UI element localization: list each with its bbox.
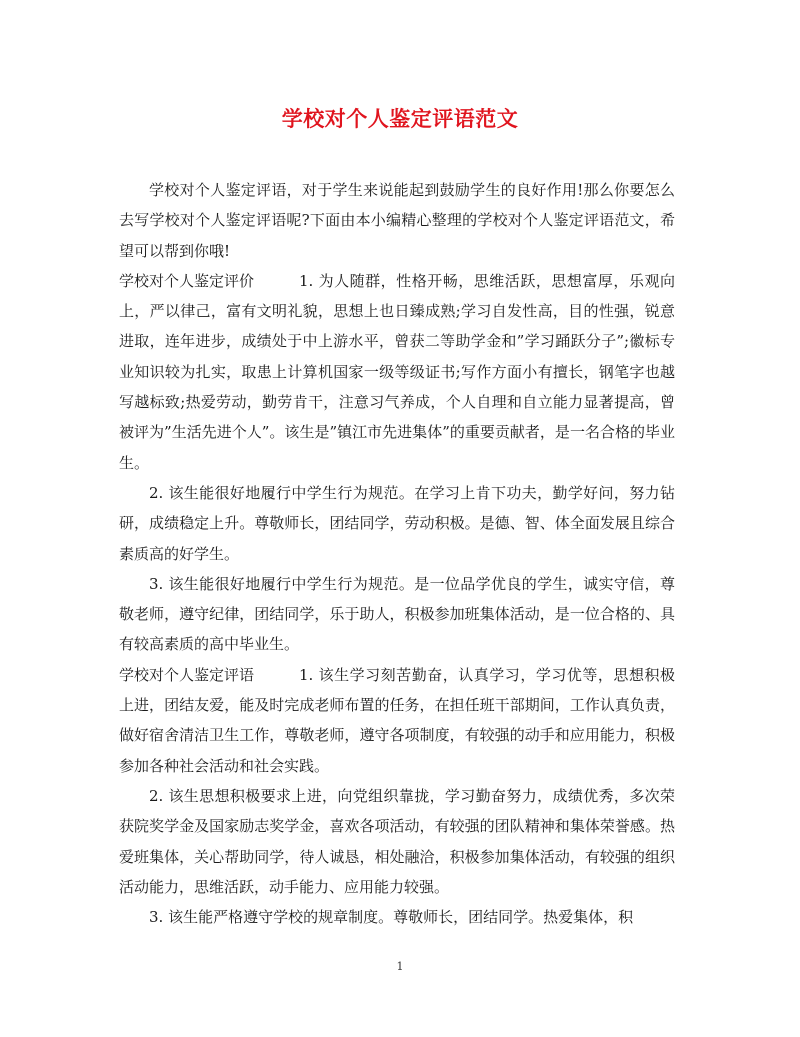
section2-item1: 1. 该生学习刻苦勤奋，认真学习，学习优等，思想积极上进，团结友爱，能及时完成老师布置的任务，在担任班干部期间，工作认真负责，做好宿舍清洁卫生工作，尊敬老师，遵守各项制度，有较强的动手和应用能力，积极参加各种社会活动和社会实践。 [119,665,675,775]
section2-item2: 2. 该生思想积极要求上进，向党组织靠拢，学习勤奋努力，成绩优秀，多次荣获院奖学金及国家励志奖学金，喜欢各项活动，有较强的团队精神和集体荣誉感。热爱班集体，关心帮助同学，待人诚恳，相处融洽，积极参加集体活动，有较强的组织活动能力，思维活跃，动手能力、应用能力较强。 [119,786,675,896]
section1-item2: 2. 该生能很好地履行中学生行为规范。在学习上肯下功夫，勤学好问，努力钻研，成绩稳定上升。尊敬师长，团结同学，劳动积极。是德、智、体全面发展且综合素质高的好学生。 [119,483,675,563]
section2-paragraph [119,660,675,781]
section2-heading: 学校对个人鉴定评语 [119,665,255,684]
section2-item3: 3. 该生能严格遵守学校的规章制度。尊敬师长，团结同学。热爱集体，积 [149,908,634,927]
section1-item3: 3. 该生能很好地履行中学生行为规范。是一位品学优良的学生，诚实守信，尊敬老师，遵守纪律，团结同学，乐于助人，积极参加班集体活动，是一位合格的、具有较高素质的高中毕业生。 [119,574,675,654]
document-title: 学校对个人鉴定评语范文 [281,106,519,131]
section1-item1: 1. 为人随群，性格开畅，思维活跃，思想富厚，乐观向上，严以律己，富有文明礼貌，思想上也日臻成熟;学习自发性高，目的性强，锐意进取，连年进步，成绩处于中上游水平，曾获二等助学金和”学习踊跃分子”;徽标专业知识较为扎实，取患上计算机国家一级等级证书;写作方面小有擅长，钢笔字也越写越标致;热爱劳动，勤劳肯干，注意习气养成，个人自理和自立能力显著提高，曾被评为”生活先进个人”。该生是”镇江市先进集体”的重要贡献者，是一名合格的毕业生。 [119,271,675,472]
document-body [119,175,675,932]
section1-paragraph [119,266,675,478]
page-number: 1 [396,960,404,973]
intro-paragraph: 学校对个人鉴定评语，对于学生来说能起到鼓励学生的良好作用!那么你要怎么去写学校对个人鉴定评语呢?下面由本小编精心整理的学校对个人鉴定评语范文，希望可以帮到你哦! [119,181,675,260]
section1-heading: 学校对个人鉴定评价 [119,271,255,290]
